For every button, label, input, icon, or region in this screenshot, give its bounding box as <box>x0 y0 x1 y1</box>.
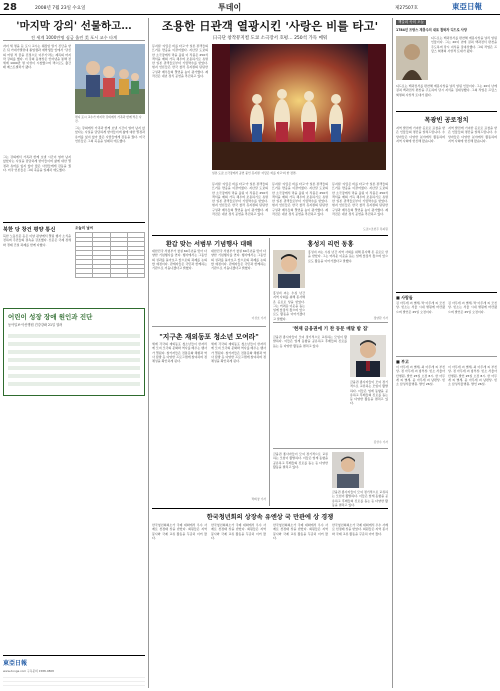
center-right-headline: 홍성지 리런 동홍 <box>307 241 354 248</box>
center-right-body-b: 홍성지 씨는 수십 년간 지역 사회를 위해 봉사해 온 공로로 상을 받았다. 그는 어려운 이웃을 돕는 일에 앞장서 왔으며 앞으로도 활동을 이어가겠다고 말했다. <box>273 291 305 321</box>
page-number: 28 <box>3 2 17 13</box>
footer-info[interactable]: www.donga.com 구독문의 1588-0808 <box>3 669 54 673</box>
divider <box>3 222 145 223</box>
footer-logo: 東亞日報 <box>3 660 28 667</box>
weather-table <box>75 232 145 278</box>
lower-right-headline: '현재 금융권에 기 찬 동문 매달 밤 집' <box>292 327 369 332</box>
musical-photo-caption: 일본 도쿄 소극장에서 공연 중인 뮤지컬 ‘사랑은 비를 타고’의 한 장면. <box>212 171 297 175</box>
lower-story-body-col2: 세계 각국의 재외동포 청소년들이 한자리에 모여 모국의 문화와 역사를 배우는 행사가 열린다. 참가자들은 전통문화 체험과 역사 탐방 등 다양한 프로그램에 참여하며 정체성을 확인하게 된다. <box>211 342 266 364</box>
bottom-story-headline: 한국청년회의 상장속 유엔상 국 만관에 상 경쟁 <box>206 514 334 521</box>
today-in-history-subtitle: 1784년 프랑스 계몽주의 대표 철학자 디드로 사망 <box>396 28 467 32</box>
bottom-story-body-col3: 한국청년회의소가 국제 대회에서 우수 사례로 선정돼 상을 받았다. 회원들은 지역 봉사와 국제 교류 활동을 꾸준히 이어 왔다. <box>273 523 328 540</box>
left-story-subheadline: 전 세계 1000만명 심금 울린 美 포시 교수 타계 <box>30 35 118 40</box>
obituary-body-col2: 이 아무개 씨 별세, 최 아무개 씨 부친상, 정 아무개 씨 빙부상. 빈소 서울아산병원, 발인 25일 오전 8시. 한 아무개 씨 별세, 윤 아무개 씨 남편상. 빈소 삼성서울병원, 발인 26일. <box>448 365 497 387</box>
today-in-history-body: 디드로는 백과전서를 편찬해 계몽사상을 널리 알린 인물이다. 그는 20여 년에 걸쳐 백과전서 편찬을 주도하며 당시 지식을 집대성했다. 그의 작업은 프랑스 혁명의 사상적 토대가 됐다. <box>431 36 497 53</box>
diderot-portrait <box>396 36 428 80</box>
bottom-story-body-col4: 한국청년회의소가 국제 대회에서 우수 사례로 선정돼 상을 받았다. 회원들은 지역 봉사와 국제 교류 활동을 꾸준히 이어 왔다. <box>332 523 388 536</box>
today-in-history <box>396 20 497 32</box>
left-story-body-col1b: 그는 강의에서 가족과 함께 보낼 시간이 얼마 남지 않았다는 사실을 담담하게 받아들이며 삶에 대한 열정과 유머를 잃지 않아 많은 사람들에게 감동을 줬다. 미국 언론들은 그의 죽음을 일제히 애도했다. <box>3 155 71 172</box>
divider <box>396 111 497 112</box>
people-label: ■ 사람들 <box>396 295 413 300</box>
lower-right-extra-col2: 금융권 종사자들이 모여 정기적으로 교류하는 모임이 활발하다. 이들은 업계 동향을 공유하고 후배들의 진로를 돕는 등 다양한 활동을 펼치고 있다. <box>332 490 388 507</box>
center-left-body-col2: 대한민국 서범부가 창설 60주년을 맞아 다양한 기념행사를 연다. 행사에서는 그동안의 성과를 돌아보고 앞으로의 과제를 논의할 예정이다. 관계자들은 국민과 함께하는 기관으로 거듭나겠다고 밝혔다. <box>211 249 266 271</box>
weather-table-title: 오늘의 날씨 <box>75 226 94 230</box>
center-right-byline: 정양환 기자 <box>373 316 388 320</box>
divider <box>152 508 388 509</box>
divider <box>273 322 388 323</box>
notice-body-col2: 지역 발전에 기여한 공로로 표창을 받은 인물들의 명단을 알려드립니다. 수상자들은 다양한 분야에서 활동하며 지역 사회에 헌신해 왔습니다. <box>448 126 497 143</box>
center-left-body-col1: 대한민국 서범부가 창설 60주년을 맞아 다양한 기념행사를 연다. 행사에서는 그동안의 성과를 돌아보고 앞으로의 과제를 논의할 예정이다. 관계자들은 국민과 함께하는 기관으로 거듭나겠다고 밝혔다. <box>152 249 207 271</box>
notice-title: 목광빈 공로정치 <box>424 117 469 124</box>
main-story-byline: 도쿄=조헌주 특파원 <box>363 227 388 231</box>
divider <box>273 448 388 449</box>
lower-right-body-b: 금융권 종사자들이 모여 정기적으로 교류하는 모임이 활발하다. 이들은 업계 동향을 공유하고 후배들의 진로를 돕는 등 다양한 활동을 펼치고 있다. <box>350 380 388 406</box>
main-story-subheadline: 日극단 창작뮤지컬 도쿄 소극장서 호평… 250석 가득 메워 <box>212 36 328 41</box>
lower-story-headline: "지구촌 재외동포 청소년 모여라" <box>159 333 259 341</box>
divider <box>396 292 497 293</box>
left-substory-body: 북한 노동신문 등은 이날 평양에서 열린 행사 소식을 전하며 주민들의 결속을 강조했다. 신문은 국제 정세와 경제 건설 과제를 함께 다뤘다. <box>3 234 71 247</box>
ad-title: 어린이 성장 장애 원인과 진단 <box>8 313 93 321</box>
main-story-body-col4: 뮤지컬 ‘사랑은 비를 타고’가 일본 관객들의 뜨거운 반응을 이끌어냈다. 지난달 도쿄의 한 소극장에서 막을 올린 이 작품은 250석 객석을 매회 가득 채우며 조용하기로 유명한 일본 관객들로부터 기립박수를 받았다. 현지 언론들은 한국 창작 뮤지컬의 탄탄한 구성과 배우들의 열연을 높이 평가했다. 제작진은 내년 정식 공연을 추진하고 있다. <box>332 182 388 217</box>
person-photo <box>273 250 305 288</box>
left-story <box>3 20 145 41</box>
footer-fineprint <box>3 674 145 686</box>
column-divider <box>392 18 393 688</box>
people-body-col1: 김 아무개 씨 별세, 박 아무개 씨 모친상. 빈소는 서울 시내 병원에 마련됐으며 발인은 25일 오전이다. <box>396 301 445 314</box>
ad-subtitle: 동아일보·아산병원 건강강좌 21일 열려 <box>8 323 63 327</box>
issue-date: 2008년 7월 23일 수요일 <box>35 6 86 11</box>
obituary-body-col1: 이 아무개 씨 별세, 최 아무개 씨 부친상, 정 아무개 씨 빙부상. 빈소 서울아산병원, 발인 25일 오전 8시. 한 아무개 씨 별세, 윤 아무개 씨 남편상. 빈소 삼성서울병원, 발인 26일. <box>396 365 445 387</box>
ad-schedule <box>8 330 140 390</box>
notice-body-col1: 지역 발전에 기여한 공로로 표창을 받은 인물들의 명단을 알려드립니다. 수상자들은 다양한 분야에서 활동하며 지역 사회에 헌신해 왔습니다. <box>396 126 445 143</box>
main-story-body-col1: 뮤지컬 ‘사랑은 비를 타고’가 일본 관객들의 뜨거운 반응을 이끌어냈다. 지난달 도쿄의 한 소극장에서 막을 올린 이 작품은 250석 객석을 매회 가득 채우며 조용하기로 유명한 일본 관객들로부터 기립박수를 받았다. 현지 언론들은 한국 창작 뮤지컬의 탄탄한 구성과 배우들의 열연을 높이 평가했다. 제작진은 내년 정식 공연을 추진하고 있다. <box>152 44 208 79</box>
health-lecture-ad[interactable] <box>3 308 145 396</box>
lower-story-body-col1: 세계 각국의 재외동포 청소년들이 한자리에 모여 모국의 문화와 역사를 배우는 행사가 열린다. 참가자들은 전통문화 체험과 역사 탐방 등 다양한 프로그램에 참여하며 정체성을 확인하게 된다. <box>152 342 207 364</box>
left-story-body-col2: 그는 강의에서 가족과 함께 보낼 시간이 얼마 남지 않았다는 사실을 담담하게 받아들이며 삶에 대한 열정과 유머를 잃지 않아 많은 사람들에게 감동을 줬다. 미국 언론들은 그의 죽음을 일제히 애도했다. <box>75 126 145 143</box>
person-photo-3 <box>332 452 364 488</box>
divider <box>152 235 388 236</box>
column-divider <box>148 18 149 688</box>
column-divider <box>269 238 270 506</box>
main-story-body-col3: 뮤지컬 ‘사랑은 비를 타고’가 일본 관객들의 뜨거운 반응을 이끌어냈다. 지난달 도쿄의 한 소극장에서 막을 올린 이 작품은 250석 객석을 매회 가득 채우며 조용하기로 유명한 일본 관객들로부터 기립박수를 받았다. 현지 언론들은 한국 창작 뮤지컬의 탄탄한 구성과 배우들의 열연을 높이 평가했다. 제작진은 내년 정식 공연을 추진하고 있다. <box>272 182 328 217</box>
family-photo <box>75 44 145 114</box>
left-substory-headline: 북한 당 창건 평양 통신 <box>3 227 56 233</box>
newspaper-logo: 東亞日報 <box>452 2 482 11</box>
today-in-history-body-b: 디드로는 백과전서를 편찬해 계몽사상을 널리 알린 인물이다. 그는 20여 년에 걸쳐 백과전서 편찬을 주도하며 당시 지식을 집대성했다. 그의 작업은 프랑스 혁명의 사상적 토대가 됐다. <box>396 84 497 97</box>
left-story-headline: '마지막 강의' 선물하고… <box>16 20 132 32</box>
person-photo-2 <box>350 335 386 377</box>
lower-right-body: 금융권 종사자들이 모여 정기적으로 교류하는 모임이 활발하다. 이들은 업계 동향을 공유하고 후배들의 진로를 돕는 등 다양한 활동을 펼치고 있다. <box>273 335 347 348</box>
divider <box>3 40 145 41</box>
main-story-body-col2: 뮤지컬 ‘사랑은 비를 타고’가 일본 관객들의 뜨거운 반응을 이끌어냈다. 지난달 도쿄의 한 소극장에서 막을 올린 이 작품은 250석 객석을 매회 가득 채우며 조용하기로 유명한 일본 관객들로부터 기립박수를 받았다. 현지 언론들은 한국 창작 뮤지컬의 탄탄한 구성과 배우들의 열연을 높이 평가했다. 제작진은 내년 정식 공연을 추진하고 있다. <box>212 182 268 217</box>
bottom-story-body-col1: 한국청년회의소가 국제 대회에서 우수 사례로 선정돼 상을 받았다. 회원들은 지역 봉사와 국제 교류 활동을 꾸준히 이어 왔다. <box>152 523 207 540</box>
obituary-label: ■ 부고 <box>396 359 409 364</box>
main-story <box>152 19 388 41</box>
weather-table-box <box>75 226 145 278</box>
center-left-byline: 이성호 기자 <box>251 316 266 320</box>
lower-right-extra-col1: 금융권 종사자들이 모여 정기적으로 교류하는 모임이 활발하다. 이들은 업계 동향을 공유하고 후배들의 진로를 돕는 등 다양한 활동을 펼치고 있다. <box>273 452 328 469</box>
center-left-headline: 환갑 맞는 서범부 기념행사 대해 <box>165 241 253 248</box>
left-story-body-col1: 자녀 세 명을 둔 포시 교수는 췌장암 말기 진단을 받은 뒤 카네기멜런대 졸업생과 재학생들 앞에서 ‘당신의 어릴 적 꿈을 진정으로 이루기’라는 제목의 마지막 강의를 했다. 이 강의 동영상은 인터넷을 통해 전 세계 1000만 명 이상이 시청했으며 책으로도 출간돼 베스트셀러가 됐다. <box>3 44 71 70</box>
divider <box>396 356 497 357</box>
divider <box>152 326 266 327</box>
lower-right-byline: 김상수 기자 <box>373 440 388 444</box>
center-right-body: 홍성지 씨는 수십 년간 지역 사회를 위해 봉사해 온 공로로 상을 받았다. 그는 어려운 이웃을 돕는 일에 앞장서 왔으며 앞으로도 활동을 이어가겠다고 말했다. <box>308 250 388 263</box>
bottom-story-body-col2: 한국청년회의소가 국제 대회에서 우수 사례로 선정돼 상을 받았다. 회원들은 지역 봉사와 국제 교류 활동을 꾸준히 이어 왔다. <box>211 523 266 540</box>
musical-stage-photo <box>212 44 386 170</box>
lower-story-byline: 박희창 기자 <box>251 497 266 501</box>
page-header <box>0 0 500 15</box>
footer <box>3 655 145 685</box>
family-photo-caption: 랜디 포시 교수가 마지막 강의에서 가족과 함께 찍은 사진. <box>75 115 142 123</box>
main-story-headline: 조용한 日관객 열광시킨 '사랑은 비를 타고' <box>161 19 379 33</box>
edition-number: 제27507호 <box>395 6 419 11</box>
today-in-history-label: 책갈피 속의 오늘 <box>398 20 424 24</box>
people-body-col2: 김 아무개 씨 별세, 박 아무개 씨 모친상. 빈소는 서울 시내 병원에 마련됐으며 발인은 25일 오전이다. <box>448 301 497 314</box>
section-title: 투데이 <box>218 3 242 12</box>
